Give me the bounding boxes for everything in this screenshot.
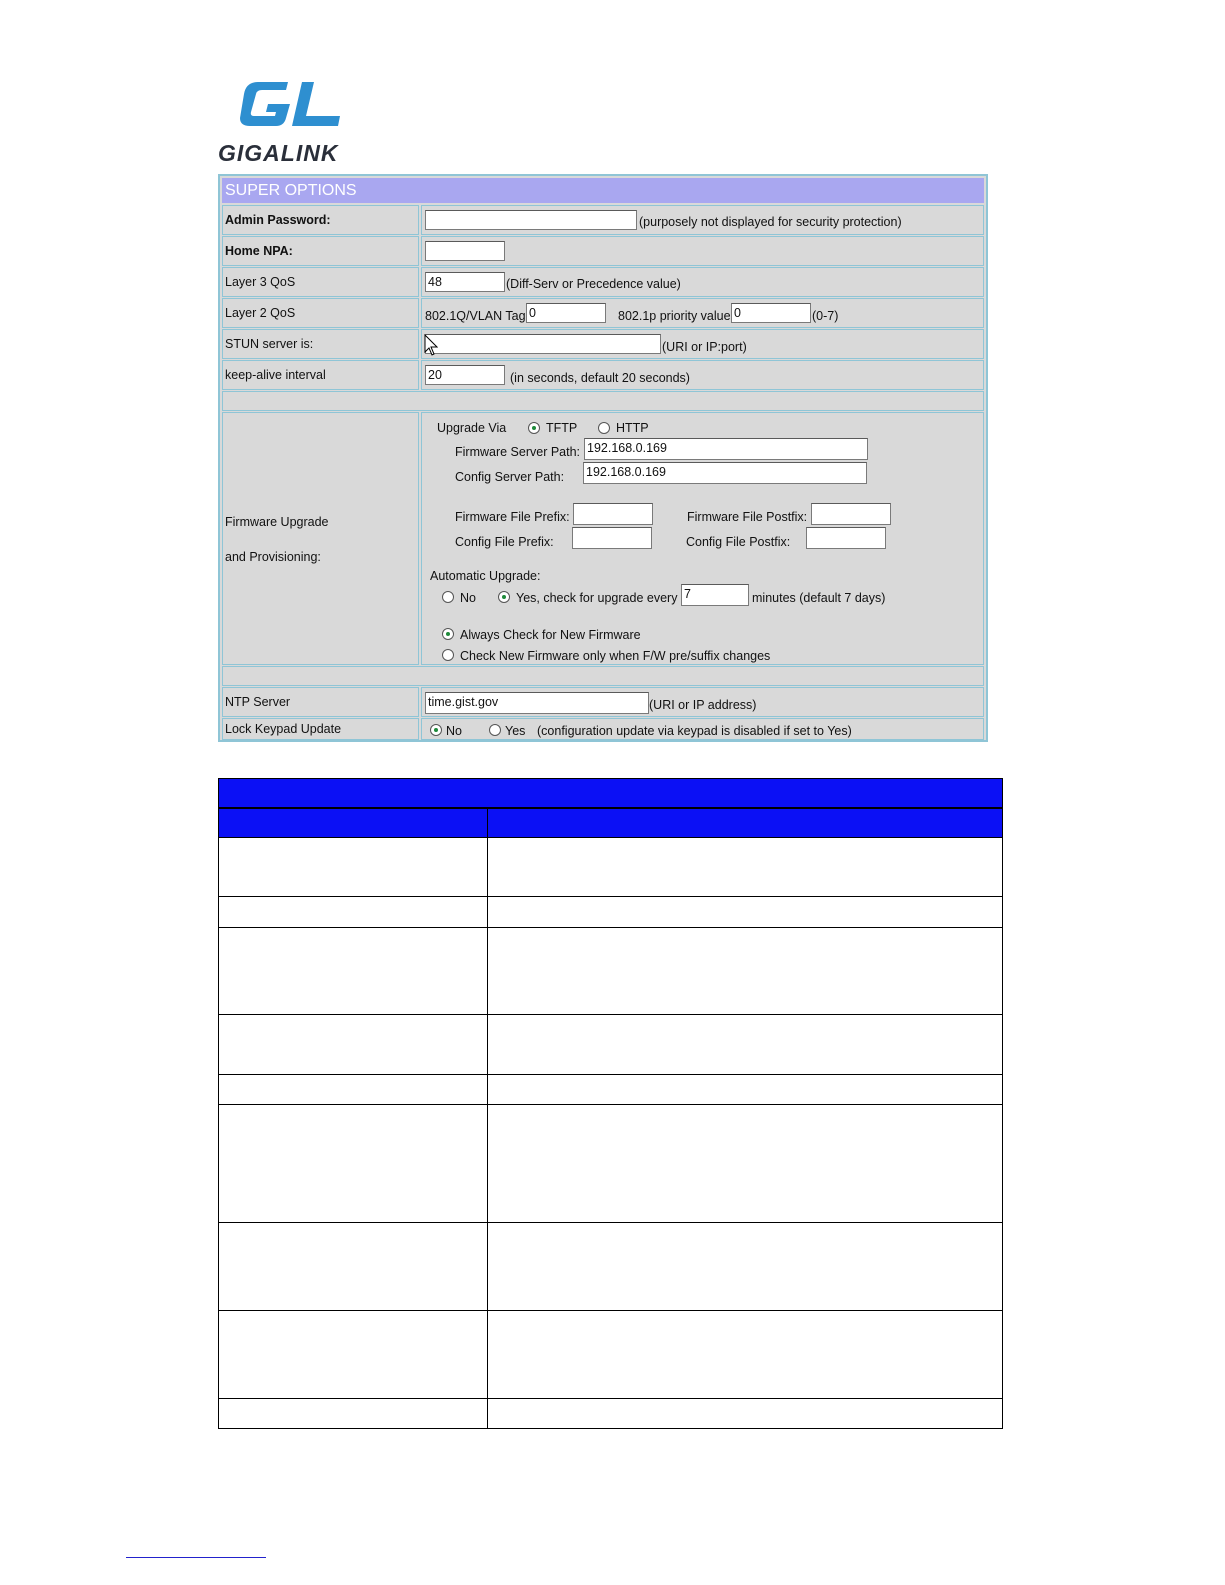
admin-password-row: [222, 205, 984, 235]
keepalive-row: [222, 360, 984, 390]
table-row: [218, 1399, 1003, 1429]
fw-prefix-input[interactable]: [573, 503, 653, 525]
fw-postfix-input[interactable]: [811, 503, 891, 525]
stun-server-input[interactable]: [425, 334, 661, 354]
http-label: HTTP: [616, 421, 649, 435]
keepalive-input[interactable]: 20: [425, 365, 505, 385]
home-npa-input[interactable]: [425, 241, 505, 261]
vlan-tag-input[interactable]: 0: [526, 303, 606, 323]
lock-keypad-label: Lock Keypad Update: [222, 718, 419, 740]
home-npa-label: Home NPA:: [222, 236, 419, 266]
auto-upgrade-no-radio[interactable]: [442, 591, 454, 603]
priority-value-input[interactable]: 0: [731, 303, 811, 323]
lock-keypad-row: [222, 718, 984, 740]
table-row: [218, 1223, 1003, 1311]
super-options-panel: [218, 174, 988, 742]
admin-password-input[interactable]: [425, 210, 637, 230]
firmware-row: [222, 412, 984, 665]
stun-label: STUN server is:: [222, 329, 419, 359]
config-postfix-input[interactable]: [806, 527, 886, 549]
stun-row: [222, 329, 984, 359]
home-npa-row: [222, 236, 984, 266]
fw-server-input[interactable]: 192.168.0.169: [584, 438, 868, 460]
layer3-qos-note: (Diff-Serv or Precedence value): [506, 277, 681, 291]
ntp-note: (URI or IP address): [649, 698, 757, 712]
firmware-label: [222, 412, 419, 665]
priority-range-note: (0-7): [812, 309, 839, 323]
priority-value-label: 802.1p priority value: [618, 309, 731, 323]
config-server-input[interactable]: 192.168.0.169: [583, 462, 867, 484]
table-header: [218, 778, 1003, 808]
panel-title: SUPER OPTIONS: [222, 178, 984, 203]
table-row: [218, 1311, 1003, 1399]
auto-upgrade-no-label: No: [460, 591, 476, 605]
lock-keypad-yes-label: Yes: [505, 724, 526, 738]
layer2-qos-row: [222, 298, 984, 328]
stun-note: (URI or IP:port): [662, 340, 747, 354]
ntp-label: NTP Server: [222, 687, 419, 717]
gl-logo-icon: [240, 78, 360, 130]
config-prefix-label: Config File Prefix:: [455, 535, 554, 549]
keepalive-note: (in seconds, default 20 seconds): [510, 371, 690, 385]
upgrade-minutes-input[interactable]: 7: [681, 584, 749, 606]
table-row: [218, 1105, 1003, 1223]
upgrade-minutes-note: minutes (default 7 days): [752, 591, 886, 605]
vlan-tag-label: 802.1Q/VLAN Tag: [425, 309, 526, 323]
mouse-pointer-icon: [424, 334, 438, 356]
table-row: [218, 838, 1003, 897]
gigalink-logo: [218, 78, 378, 166]
lock-keypad-note: (configuration update via keypad is disabled if set to Yes): [537, 724, 852, 738]
always-check-label: Always Check for New Firmware: [460, 628, 641, 642]
table-row: [218, 897, 1003, 928]
logo-wordmark: GIGALINK: [218, 140, 339, 166]
layer2-qos-label: Layer 2 QoS: [222, 298, 419, 328]
config-postfix-label: Config File Postfix:: [686, 535, 791, 549]
always-check-radio[interactable]: [442, 628, 454, 640]
firmware-label-line1: Firmware Upgrade: [225, 515, 329, 529]
spacer-row-2: [222, 666, 984, 686]
lock-keypad-no-label: No: [446, 724, 462, 738]
auto-upgrade-yes-radio[interactable]: [498, 591, 510, 603]
check-on-change-label: Check New Firmware only when F/W pre/suffix changes: [460, 649, 771, 663]
ntp-row: [222, 687, 984, 717]
firmware-label-line2: and Provisioning:: [225, 550, 321, 564]
layer3-qos-row: [222, 267, 984, 297]
keepalive-label: keep-alive interval: [222, 360, 419, 390]
table-row: [218, 1075, 1003, 1105]
check-on-change-radio[interactable]: [442, 649, 454, 661]
fw-prefix-label: Firmware File Prefix:: [455, 510, 570, 524]
tftp-radio[interactable]: [528, 422, 540, 434]
auto-upgrade-label: Automatic Upgrade:: [430, 569, 541, 583]
fw-postfix-label: Firmware File Postfix:: [687, 510, 808, 524]
auto-upgrade-yes-label: Yes, check for upgrade every: [516, 591, 678, 605]
layer3-qos-input[interactable]: 48: [425, 272, 505, 292]
upgrade-via-label: Upgrade Via: [437, 421, 507, 435]
config-prefix-input[interactable]: [572, 527, 652, 549]
spacer-row: [222, 391, 984, 411]
http-radio[interactable]: [598, 422, 610, 434]
table-row: [218, 1015, 1003, 1075]
ntp-server-input[interactable]: time.gist.gov: [425, 692, 649, 714]
lock-keypad-yes-radio[interactable]: [489, 724, 501, 736]
table-row: [218, 928, 1003, 1015]
footer-link-underline[interactable]: [126, 1557, 266, 1558]
config-server-label: Config Server Path:: [455, 470, 565, 484]
table-subheader: [218, 808, 1003, 838]
tftp-label: TFTP: [546, 421, 578, 435]
fw-server-label: Firmware Server Path:: [455, 445, 581, 459]
admin-password-note: (purposely not displayed for security protection): [639, 215, 902, 229]
lock-keypad-no-radio[interactable]: [430, 724, 442, 736]
admin-password-label: Admin Password:: [222, 205, 419, 235]
layer3-qos-label: Layer 3 QoS: [222, 267, 419, 297]
